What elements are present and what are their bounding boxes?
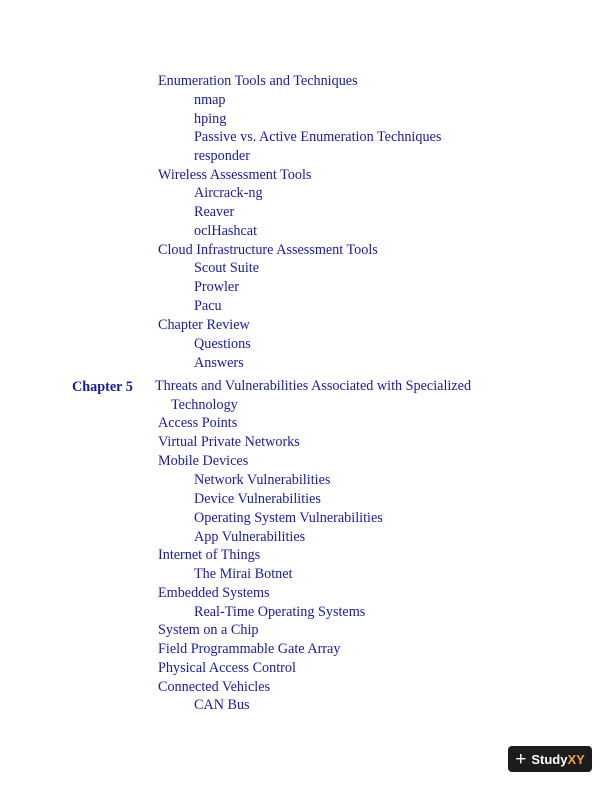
chapter-label[interactable]: Chapter 5 bbox=[72, 379, 133, 395]
chapter-title-line1: Threats and Vulnerabilities Associated with Specialized bbox=[155, 378, 472, 394]
studyxy-badge[interactable] bbox=[508, 746, 592, 772]
toc-entry-device-vulnerabilities[interactable]: Device Vulnerabilities bbox=[194, 491, 321, 507]
toc-entry-wireless-assessment-tools[interactable]: Wireless Assessment Tools bbox=[158, 167, 312, 183]
toc-entry-hping[interactable]: hping bbox=[194, 111, 227, 127]
toc-entry-real-time-os[interactable]: Real-Time Operating Systems bbox=[194, 604, 366, 620]
toc-entry-pacu[interactable]: Pacu bbox=[194, 298, 222, 314]
chapter-title-line2: Technology bbox=[171, 396, 238, 413]
toc-entry-passive-active-enumeration[interactable]: Passive vs. Active Enumeration Techniques bbox=[194, 129, 442, 145]
toc-entry-enumeration-tools[interactable]: Enumeration Tools and Techniques bbox=[158, 73, 358, 89]
toc-entry-system-on-a-chip[interactable]: System on a Chip bbox=[158, 622, 259, 638]
toc-entry-embedded-systems[interactable]: Embedded Systems bbox=[158, 585, 270, 601]
toc-entry-reaver[interactable]: Reaver bbox=[194, 204, 235, 220]
toc-entry-app-vulnerabilities[interactable]: App Vulnerabilities bbox=[194, 529, 306, 545]
toc-entry-responder[interactable]: responder bbox=[194, 148, 250, 164]
toc-entry-physical-access-control[interactable]: Physical Access Control bbox=[158, 660, 296, 676]
toc-entry-oclhashcat[interactable]: oclHashcat bbox=[194, 223, 258, 239]
toc-entry-virtual-private-networks[interactable]: Virtual Private Networks bbox=[158, 434, 300, 450]
toc-entry-connected-vehicles[interactable]: Connected Vehicles bbox=[158, 679, 271, 695]
toc-entry-cloud-infrastructure-tools[interactable]: Cloud Infrastructure Assessment Tools bbox=[158, 242, 378, 258]
toc-entry-access-points[interactable]: Access Points bbox=[158, 415, 238, 431]
plus-icon: + bbox=[515, 748, 527, 770]
toc-entry-network-vulnerabilities[interactable]: Network Vulnerabilities bbox=[194, 472, 331, 488]
toc-entry-scout-suite[interactable]: Scout Suite bbox=[194, 260, 260, 276]
toc-entry-nmap[interactable]: nmap bbox=[194, 92, 226, 108]
toc-entry-aircrack-ng[interactable]: Aircrack-ng bbox=[194, 185, 263, 201]
toc-entry-can-bus[interactable]: CAN Bus bbox=[194, 697, 250, 713]
toc-entry-answers[interactable]: Answers bbox=[194, 355, 244, 371]
toc-entry-chapter-review[interactable]: Chapter Review bbox=[158, 317, 250, 333]
toc-entry-internet-of-things[interactable]: Internet of Things bbox=[158, 547, 261, 563]
toc-entry-fpga[interactable]: Field Programmable Gate Array bbox=[158, 641, 341, 657]
brand-main-text: Study bbox=[531, 751, 568, 767]
toc-entry-prowler[interactable]: Prowler bbox=[194, 279, 239, 295]
toc-entry-questions[interactable]: Questions bbox=[194, 336, 251, 352]
toc-entry-os-vulnerabilities[interactable]: Operating System Vulnerabilities bbox=[194, 510, 383, 526]
chapter-title[interactable] bbox=[155, 377, 535, 414]
brand-accent-text: XY bbox=[567, 751, 585, 767]
toc-entry-mirai-botnet[interactable]: The Mirai Botnet bbox=[194, 566, 293, 582]
toc-entry-mobile-devices[interactable]: Mobile Devices bbox=[158, 453, 249, 469]
